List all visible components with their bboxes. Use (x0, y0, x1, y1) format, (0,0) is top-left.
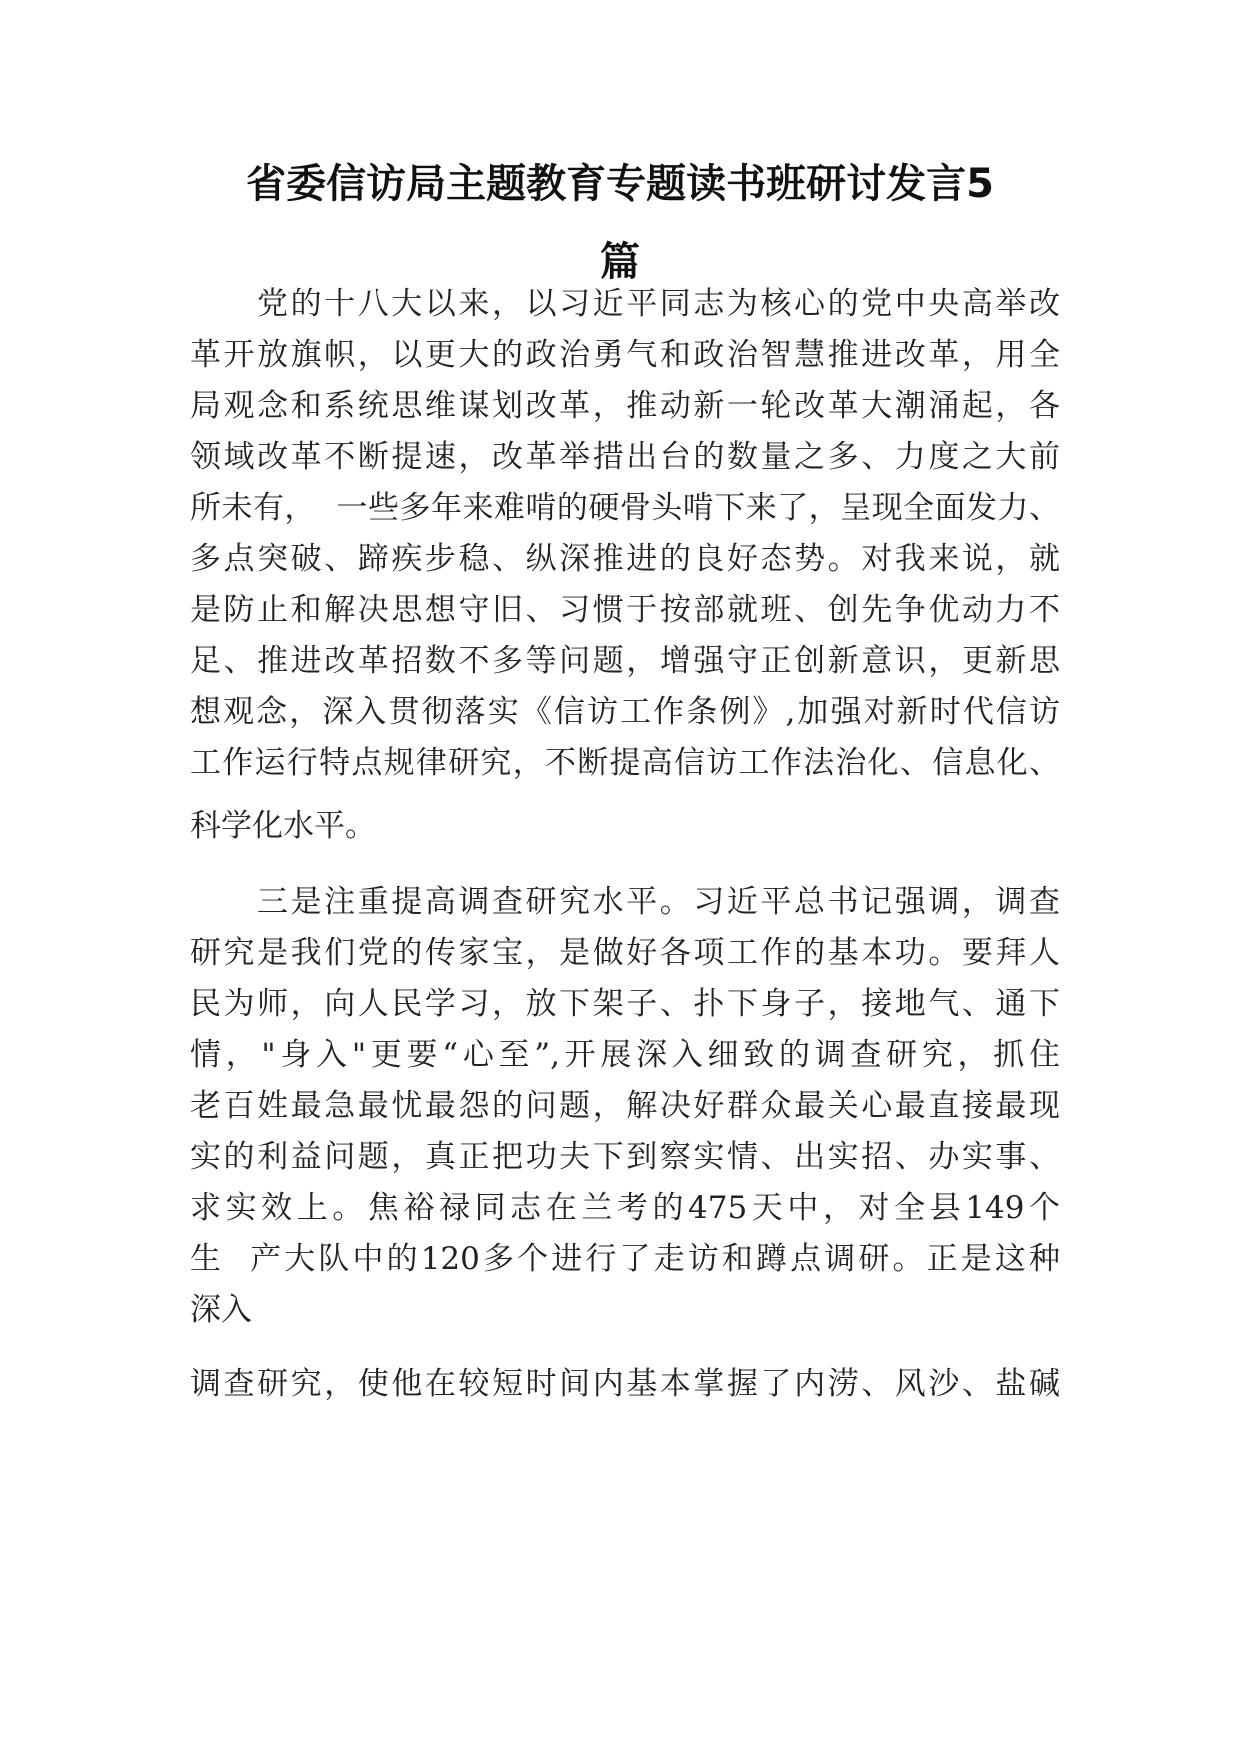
paragraph-2-line: 生 产大队中的120多个进行了走访和蹲点调研。正是这种 (190, 1241, 1060, 1277)
paragraph-3-line: 调查研究，使他在较短时间内基本掌握了内涝、风沙、盐碱 (190, 1366, 1060, 1402)
paragraph-2-line: 民为师，向人民学习，放下架子、扑下身子，接地气、通下 (190, 986, 1060, 1022)
document-title-continued: 篇 (600, 239, 640, 285)
paragraph-2-line: 老百姓最急最忧最怨的问题，解决好群众最关心最直接最现 (190, 1088, 1060, 1124)
paragraph-1-line: 想观念，深入贯彻落实《信访工作条例》,加强对新时代信访 (190, 694, 1060, 730)
paragraph-1-line: 工作运行特点规律研究，不断提高信访工作法治化、信息化、 (190, 745, 1060, 781)
paragraph-1-line: 党的十八大以来，以习近平同志为核心的党中央高举改 (257, 286, 1060, 322)
paragraph-2-line: 实的利益问题，真正把功夫下到察实情、出实招、办实事、 (190, 1139, 1060, 1175)
paragraph-1-line: 所未有， 一些多年来难啃的硬骨头啃下来了，呈现全面发力、 (190, 490, 1060, 526)
paragraph-2-line: 深入 (190, 1292, 252, 1328)
paragraph-2-line: 求实效上。焦裕禄同志在兰考的475天中，对全县149个 (190, 1190, 1060, 1226)
document-title: 省委信访局主题教育专题读书班研讨发言5 (246, 161, 994, 207)
paragraph-2-line: 情，"身入"更要“心至”,开展深入细致的调查研究，抓住 (190, 1037, 1060, 1073)
paragraph-1-line: 是防止和解决思想守旧、习惯于按部就班、创先争优动力不 (190, 592, 1060, 628)
paragraph-1-line: 多点突破、蹄疾步稳、纵深推进的良好态势。对我来说，就 (190, 541, 1060, 577)
paragraph-1-line: 局观念和系统思维谋划改革，推动新一轮改革大潮涌起，各 (190, 388, 1060, 424)
paragraph-2-line: 三是注重提高调查研究水平。习近平总书记强调，调查 (257, 884, 1060, 920)
paragraph-1-line: 足、推进改革招数不多等问题，增强守正创新意识，更新思 (190, 643, 1060, 679)
paragraph-1-line: 革开放旗帜，以更大的政治勇气和政治智慧推进改革，用全 (190, 337, 1060, 373)
paragraph-1-line: 科学化水平。 (190, 808, 376, 844)
paragraph-2-line: 研究是我们党的传家宝，是做好各项工作的基本功。要拜人 (190, 935, 1060, 971)
paragraph-1-line: 领域改革不断提速，改革举措出台的数量之多、力度之大前 (190, 439, 1060, 475)
